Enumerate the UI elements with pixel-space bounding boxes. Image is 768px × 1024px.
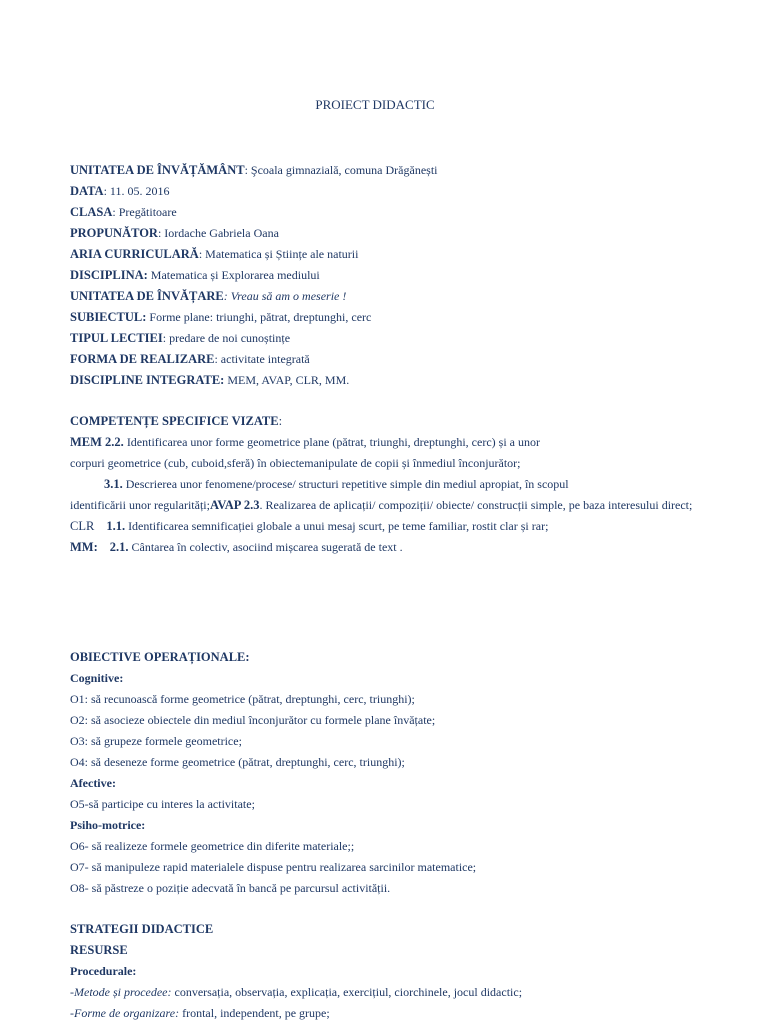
clr-label: CLR: [70, 519, 95, 533]
data-line: [70, 183, 169, 199]
item31-text: Descrierea unor fenomene/procese/ structuri repetitive simple din mediul apropiat, în scopul: [122, 477, 569, 491]
data-label: DATA: [70, 184, 104, 198]
discipline-value: MEM, AVAP, CLR, MM.: [224, 373, 350, 387]
competente-heading-line: [70, 413, 282, 429]
unitatea-value: : Şcoala gimnazială, comuna Drăgănești: [244, 163, 438, 177]
cognitive-label: Cognitive:: [70, 671, 124, 685]
metode-line: [70, 984, 522, 1000]
mm-text: Cântarea în colectiv, asociind mișcarea sugerată de text .: [128, 540, 403, 554]
item31-text-2a: identificării unor regularități;: [70, 498, 210, 512]
subiectul-label: SUBIECTUL:: [70, 310, 147, 324]
mm-label: MM:: [70, 540, 98, 554]
disciplina-line: [70, 267, 320, 283]
unit-invatare-value: : Vreau să am o meserie !: [223, 289, 347, 303]
objective-o6: O6- să realizeze formele geometrice din diferite materiale;;: [70, 839, 355, 853]
clasa-label: CLASA: [70, 205, 113, 219]
mem-line: [70, 434, 540, 450]
item31-line: [104, 476, 569, 492]
item31-text-2b: . Realizarea de aplicații/ compoziții/ obiecte/ construcții simple, pe baza interesului direct;: [259, 498, 693, 512]
clr-text: Identificarea semnificației globale a unui mesaj scurt, pe teme familiar, rostit clar și rar;: [125, 519, 549, 533]
subiectul-value: Forme plane: triunghi, pătrat, dreptunghi, cerc: [146, 310, 372, 324]
objective-o3: O3: să grupeze formele geometrice;: [70, 734, 242, 748]
disciplina-value: Matematica și Explorarea mediului: [147, 268, 320, 282]
tipul-value: : predare de noi cunoștințe: [162, 331, 291, 345]
objective-o8: O8- să păstreze o poziție adecvată în bancă pe parcursul activității.: [70, 881, 391, 895]
objective-o2: O2: să asocieze obiectele din mediul înconjurător cu formele plane învățate;: [70, 713, 436, 727]
forme-line: [70, 1005, 330, 1021]
mem-line-2: corpuri geometrice (cub, cuboid,sferă) în obiectemanipulate de copii și înmediul înconjurător;: [70, 456, 521, 470]
discipline-line: [70, 372, 349, 388]
mem-label: MEM 2.2.: [70, 435, 124, 449]
propunator-label: PROPUNĂTOR: [70, 226, 158, 240]
clr-line: [70, 518, 548, 534]
forma-line: [70, 351, 310, 367]
strategii-heading: STRATEGII DIDACTICE: [70, 922, 214, 936]
disciplina-label: DISCIPLINA:: [70, 268, 148, 282]
forma-label: FORMA DE REALIZARE: [70, 352, 215, 366]
forma-value: : activitate integrată: [214, 352, 310, 366]
discipline-label: DISCIPLINE INTEGRATE:: [70, 373, 225, 387]
unitatea-line: [70, 162, 438, 178]
aria-line: [70, 246, 358, 262]
item31-label: 3.1.: [104, 477, 123, 491]
clasa-line: [70, 204, 177, 220]
mm-num: 2.1.: [109, 540, 129, 554]
subiectul-line: [70, 309, 371, 325]
forme-label: -Forme de organizare:: [70, 1006, 180, 1020]
aria-value: : Matematica și Științe ale naturii: [198, 247, 359, 261]
objective-o7: O7- să manipuleze rapid materialele dispuse pentru realizarea sarcinilor matematice;: [70, 860, 477, 874]
mm-line: [70, 539, 403, 555]
clasa-value: : Pregătitoare: [112, 205, 177, 219]
item31-line-2: [70, 497, 692, 513]
data-value: : 11. 05. 2016: [103, 184, 170, 198]
unit-invatare-line: [70, 288, 346, 304]
clr-num: 1.1.: [106, 519, 126, 533]
mem-text: Identificarea unor forme geometrice plane (pătrat, triunghi, dreptunghi, cerc) și a unor: [123, 435, 540, 449]
obiective-heading: OBIECTIVE OPERAȚIONALE:: [70, 650, 250, 664]
propunator-value: : Iordache Gabriela Oana: [157, 226, 279, 240]
metode-value: conversația, observația, explicația, exercițiul, ciorchinele, jocul didactic;: [171, 985, 523, 999]
avap-label: AVAP 2.3: [209, 498, 260, 512]
afective-label: Afective:: [70, 776, 116, 790]
procedurale-label: Procedurale:: [70, 964, 137, 978]
tipul-line: [70, 330, 290, 346]
objective-o5: O5-să participe cu interes la activitate;: [70, 797, 255, 811]
objective-o1: O1: să recunoască forme geometrice (pătrat, dreptunghi, cerc, triunghi);: [70, 692, 415, 706]
tipul-label: TIPUL LECTIEI: [70, 331, 163, 345]
unitatea-label: UNITATEA DE ÎNVĂȚĂMÂNT: [70, 163, 245, 177]
competente-heading: COMPETENȚE SPECIFICE VIZATE: [70, 414, 279, 428]
unit-invatare-label: UNITATEA DE ÎNVĂȚARE: [70, 289, 224, 303]
forme-value: frontal, independent, pe grupe;: [179, 1006, 330, 1020]
metode-label: -Metode și procedee:: [70, 985, 172, 999]
propunator-line: [70, 225, 279, 241]
psiho-label: Psiho-motrice:: [70, 818, 146, 832]
aria-label: ARIA CURRICULARĂ: [70, 247, 199, 261]
competente-heading-suffix: :: [278, 414, 283, 428]
document-title: PROIECT DIDACTIC: [315, 97, 435, 112]
resurse-heading: RESURSE: [70, 943, 128, 957]
objective-o4: O4: să deseneze forme geometrice (pătrat, dreptunghi, cerc, triunghi);: [70, 755, 405, 769]
